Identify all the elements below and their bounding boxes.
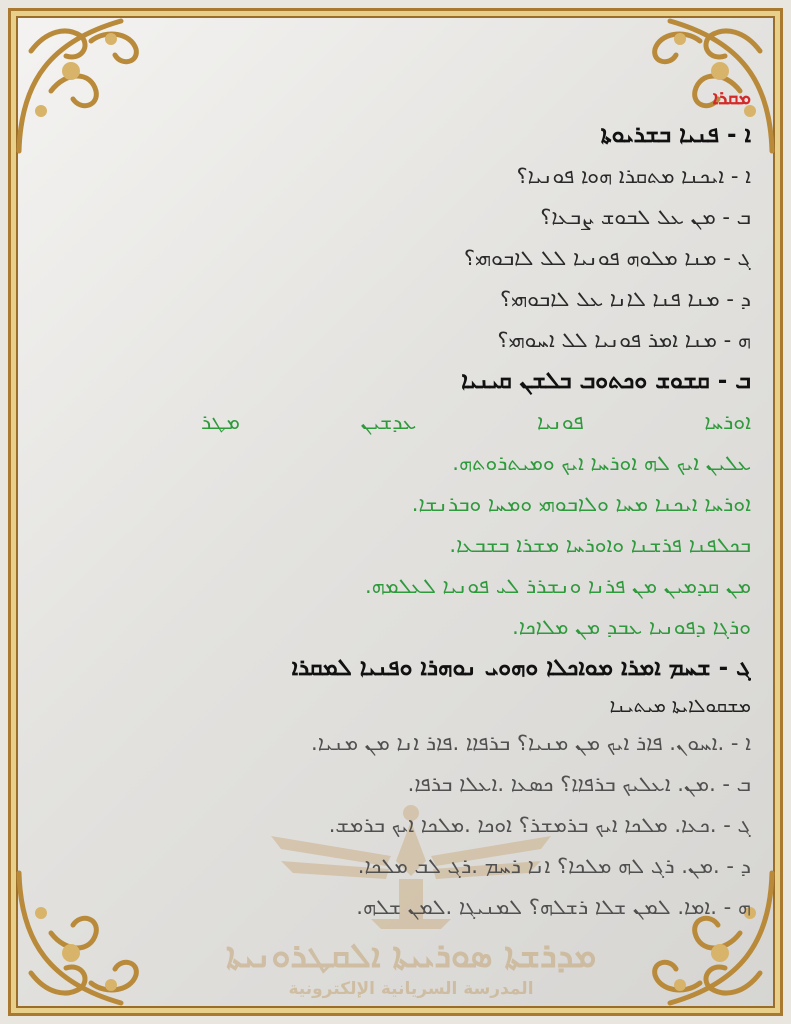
dialogue-line: ܗ - .ܐܡܐ. ܠܡܢ ܫܠܐ ܪܫܠܗ؟ ܠܡܢܝܓܐ .ܠܡܢ ܫܠܗ. — [356, 895, 751, 919]
green-sentence: ܒܟܠܦܢܐ ܦܪܫܢܐ ܘܐܘܪܚܐ ܡܫܪܐ ܒܫܒܥܐ. — [449, 533, 751, 557]
green-sentence: ܐܘܪܚܐ ܐܝܟܢܐ ܡܚܐ ܘܠܐܒܘܗܝ ܘܡܚܐ ܘܒܪܢܫܐ. — [411, 492, 751, 516]
exercise-3-heading: ܓ - ܫܚܡ ܐܡܪܐ ܡܘܐܟܠܐ ܘܗܘܝ ܢܘܗܪܐ ܘܦܢܝܐ ܠܡܩܪܐ — [291, 655, 751, 681]
exercise-1-heading: ܐ - ܦܢܝܐ ܒܫܪܝܘܬܐ — [600, 122, 751, 148]
question-line: ܒ - ܡܢ ܥܠ ܠܒܘܫ ܨܒܥܐ؟ — [540, 205, 751, 229]
watermark-syriac-name: ܡܕܪܫܬܐ ܣܘܪܝܝܬܐ ܐܠܩܛܪܘܢܝܬܐ — [225, 936, 597, 976]
green-sentence: ܡܢ ܩܕܡܝܢ ܡܢ ܦܪܢܐ ܘܢܫܪܪ ܠܝ ܦܘܢܝܐ ܠܥܠܡܗ. — [364, 574, 751, 598]
question-line: ܐ - ܐܝܟܢܐ ܡܬܩܪܐ ܗܘܐ ܦܘܢܝܐ؟ — [516, 164, 751, 188]
word-bank-item: ܡܛܪ — [201, 410, 240, 434]
exercise-2-heading: ܒ - ܩܫܘܫ ܘܟܬܘܒ ܒܠܫܢ ܩܝܢܝܐ — [461, 368, 751, 394]
green-sentence: ܘܪܓܐ ܕܦܘܢܝܐ ܥܒܕ ܡܢ ܡܠܐܟܐ. — [512, 615, 751, 639]
page-frame — [8, 8, 783, 1016]
question-line: ܕ - ܡܢܐ ܦܢܐ ܠܐܢܐ ܥܠ ܠܐܒܘܗܝ؟ — [499, 287, 751, 311]
word-bank-item: ܦܘܢܝܐ — [537, 410, 584, 434]
green-sentence: ܥܠܝܢ ܐܝܟ ܠܗ ܐܘܪܚܐ ܐܝܟ ܘܡܝܬܪܘܬܗ. — [452, 451, 751, 475]
lesson-content — [161, 81, 751, 928]
dialogue-line: ܕ - .ܡܢ. ܪܓ ܠܗ ܡܠܟܐ؟ ܐܢܐ ܪܚܡ .ܪܓ ܠܒ ܡܠܟܐ. — [357, 854, 751, 878]
ornament-bottom-left — [11, 863, 161, 1013]
watermark-arabic-name: المدرسة السريانية الإلكترونية — [288, 979, 534, 999]
question-line: ܗ - ܡܢܐ ܐܡܪ ܦܘܢܝܐ ܠܠ ܐܚܘܗܝ؟ — [497, 328, 751, 352]
section-title: ܡܩܪܐ — [712, 87, 751, 109]
question-line: ܓ - ܡܢܐ ܡܠܘܗ ܦܘܢܝܐ ܠܠ ܠܐܒܘܗܝ؟ — [463, 246, 751, 270]
word-bank-item: ܥܕܫܝܢ — [360, 410, 417, 434]
word-bank-item: ܐܘܪܚܐ — [704, 410, 751, 434]
dialogue-line: ܓ - .ܟܥܐ. ܡܠܟܐ ܐܝܟ ܒܪܡܫܪ؟ ܐܘܟܐ .ܡܠܟܐ ܐܝܟ ܒܪܡܫ. — [328, 813, 751, 837]
exercise-3-subheading: ܡܫܩܘܠܐܝܬܐ ܡܝܬܝܢܐ — [609, 695, 751, 717]
dialogue-line: ܐ - .ܐܚܘܢ. ܦܐܪ ܐܝܟ ܡܢ ܡܢܝܐ؟ ܒܪܦܐܐ .ܦܐܪ ܐܢܐ ܡܢ ܡܢܝܐ. — [311, 731, 751, 755]
ornament-top-left — [11, 11, 161, 161]
dialogue-line: ܒ - .ܡܢ. ܐܥܠܝܟ ܒܪܦܐܐ؟ ܟܣܥܐ .ܐܥܠܐ ܒܪܦܐ. — [407, 772, 751, 796]
word-bank — [161, 402, 751, 443]
